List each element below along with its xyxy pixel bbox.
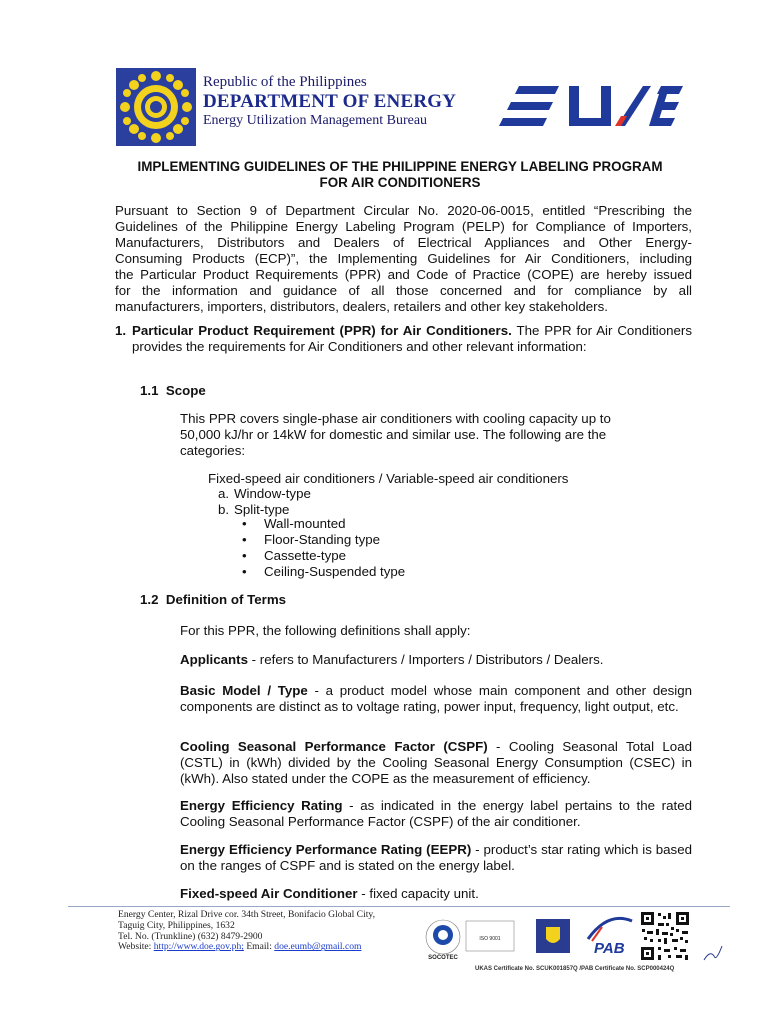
list-item	[218, 486, 311, 502]
section-1	[115, 323, 692, 355]
list-marker: b.	[218, 502, 230, 517]
definition-fixed-speed: Fixed-speed Air Conditioner - fixed capacity unit.	[180, 886, 479, 901]
bullet-icon: •	[242, 548, 247, 563]
intro-line: Consuming Products (ECP)”, the Implementing Guidelines for Air Conditioners, including	[115, 251, 692, 266]
intro-line: manufacturers, importers, distributors, dealers, retailers and other key stakeholders.	[115, 299, 608, 314]
definition-energy-efficiency-rating: Energy Efficiency Rating - as indicated in the energy label pertains to the rated Cooling Seasonal Performance Factor (CSPF) of the air conditioner.	[180, 798, 692, 829]
email-link[interactable]: doe.eumb@gmail.com	[274, 941, 362, 953]
list-item: • Floor-Standing type	[242, 532, 381, 547]
list-marker: a.	[218, 486, 230, 501]
intro-line: for the information and guidance of all those concerned and for compliance by all	[115, 283, 692, 298]
intro-line: Guidelines of the Philippine Energy Labeling Program (PELP) for Compliance of Importers,	[115, 219, 692, 234]
intro-paragraph	[115, 203, 692, 315]
list-item: • Cassette-type	[242, 548, 347, 563]
definition-basic-model: Basic Model / Type - a product model whose main component and other design components are distinct as to voltage rating, power input, frequency, light output, etc.	[180, 683, 693, 714]
bullet-icon: •	[242, 564, 247, 579]
list-item: • Wall-mounted	[242, 516, 346, 531]
section-1-2-heading: 1.2 Definition of Terms	[140, 592, 287, 607]
categories-heading: Fixed-speed air conditioners / Variable-speed air conditioners	[208, 471, 569, 486]
definition-cspf: Cooling Seasonal Performance Factor (CSPF) - Cooling Seasonal Total Load (CSTL) in (kWh) divided by the Cooling Seasonal Energy Consumption (CSEC) in (kWh). Also stated under the COPE as the measurement of efficiency.	[180, 739, 692, 786]
scope-text: This PPR covers single-phase air conditioners with cooling capacity up to 50,000 kJ/hr or 14kW for domestic and similar use. The following are the categories:	[180, 411, 611, 458]
categories-list	[218, 486, 311, 518]
definition-eepr: Energy Efficiency Performance Rating (EEPR) - product’s star rating which is based on the ranges of CSPF and is stated on the energy label.	[180, 842, 692, 873]
list-item: • Ceiling-Suspended type	[242, 564, 406, 579]
socotec-logo	[426, 920, 460, 961]
qr-code	[640, 911, 690, 961]
footer-address: Energy Center, Rizal Drive cor. 34th Street, Bonifacio Global City, Taguig City, Philippines, 1632 Tel. No. (Trunkline) (632) 8479-2900 Website: http://www.doe.gov.ph; Email: doe.eumb@gmail.com	[118, 909, 375, 953]
bureau-label: Energy Utilization Management Bureau	[203, 113, 428, 128]
certification-logos	[418, 909, 698, 969]
definitions-intro: For this PPR, the following definitions shall apply:	[180, 623, 471, 638]
signature-mark	[700, 940, 730, 966]
footer-divider	[68, 906, 730, 907]
list-label: Split-type	[234, 502, 290, 517]
department-title: DEPARTMENT OF ENERGY	[203, 91, 457, 112]
pab-text: PAB	[594, 940, 625, 957]
title-line-1: IMPLEMENTING GUIDELINES OF THE PHILIPPINE ENERGY LABELING PROGRAM	[137, 159, 663, 174]
list-label: Window-type	[234, 486, 311, 501]
intro-line: Manufacturers, Distributors and Dealers of Electrical Appliances and Other Energy-	[115, 235, 692, 250]
republic-label: Republic of the Philippines	[203, 74, 367, 90]
iso-text: ISO 9001	[479, 936, 501, 942]
intro-line: the Particular Product Requirements (PPR) and Code of Practice (COPE) are hereby issued	[115, 267, 692, 282]
certificate-numbers: UKAS Certificate No. SCUK001857Q /PAB Certificate No. SCP000424Q	[475, 966, 675, 972]
section-1-number: 1.	[115, 323, 127, 338]
eumb-logo	[497, 80, 685, 132]
definition-applicants: Applicants - refers to Manufacturers / Importers / Distributors / Dealers.	[180, 652, 604, 667]
intro-line: Pursuant to Section 9 of Department Circular No. 2020-06-0015, entitled “Prescribing the	[115, 203, 692, 218]
bullet-icon: •	[242, 532, 247, 547]
bullet-icon: •	[242, 516, 247, 531]
section-1-heading: Particular Product Requirement (PPR) for Air Conditioners.	[132, 323, 512, 338]
socotec-text: SOCOTEC	[428, 955, 458, 961]
doe-seal-logo	[116, 68, 196, 146]
document-title	[100, 159, 700, 191]
title-line-2: FOR AIR CONDITIONERS	[319, 175, 481, 190]
section-1-1-heading: 1.1 Scope	[140, 383, 206, 398]
split-type-list	[242, 516, 405, 580]
website-link[interactable]: http://www.doe.gov.ph;	[153, 941, 244, 953]
section-1-text: The PPR for Air Conditioners provides the requirements for Air Conditioners and other relevant information:	[132, 323, 692, 354]
